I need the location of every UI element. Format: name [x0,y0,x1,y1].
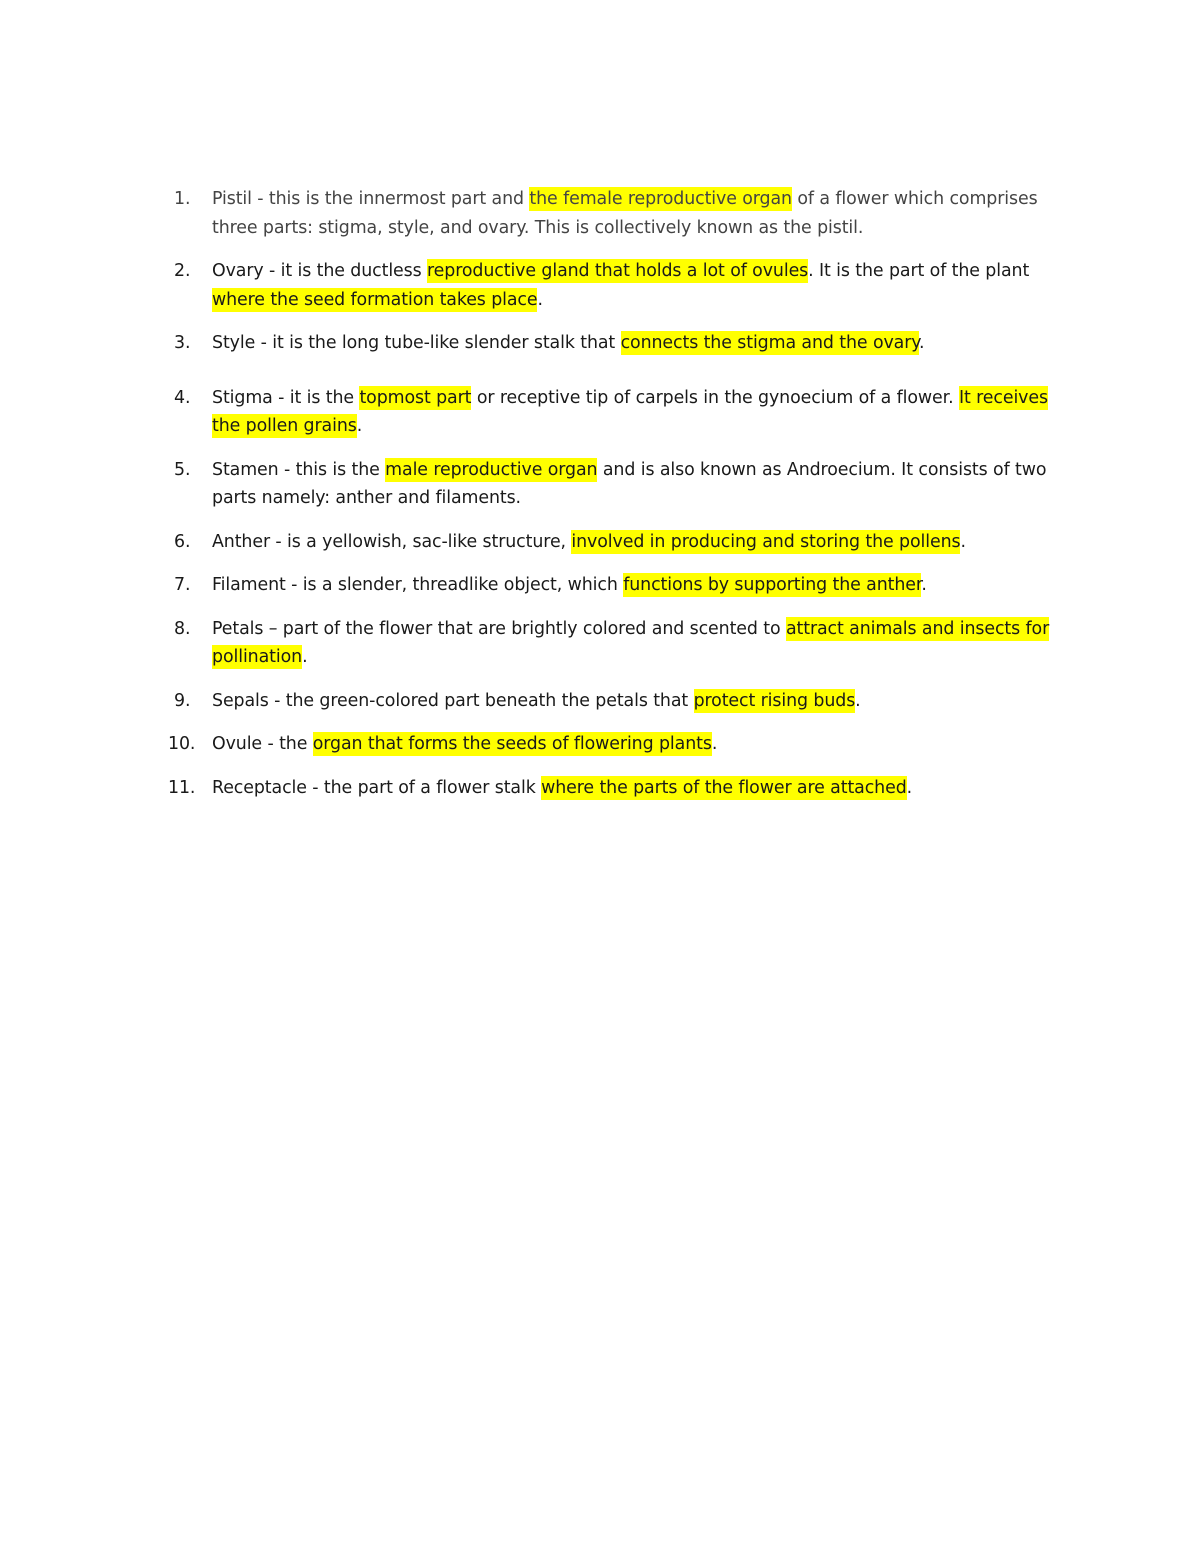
item-text-segment: Petals – part of the flower that are brightly colored and scented to [212,618,786,639]
item-text [212,187,1038,238]
item-number: 2. [174,261,191,281]
item-text-segment: Sepals - the green-colored part beneath the petals that [212,690,694,711]
item-text-segment: Filament - is a slender, threadlike object, which [212,575,624,595]
item-text [212,689,861,713]
item-number: 7. [174,575,191,595]
list-item [170,185,1070,242]
item-text-segment: . [960,531,966,552]
item-text-segment: . It is the part of the plant [808,261,1030,281]
highlighted-text: the female reproductive organ [529,189,792,209]
highlighted-text: reproductive gland that holds a lot of ovules [427,261,809,281]
item-text [212,386,1048,439]
highlighted-text: topmost part [359,387,472,408]
item-text-segment: Ovary - it is the ductless [212,261,427,281]
highlighted-text: It receives the pollen grains [212,387,1048,436]
item-number: 4. [174,387,191,408]
item-number: 8. [174,618,191,639]
highlighted-text: attract animals and insects for pollination [212,618,1050,667]
item-text-segment: . [919,333,925,353]
list-item [170,687,1070,716]
item-number: 10. [168,734,196,754]
flower-parts-list [170,185,1070,817]
item-text [212,530,966,554]
highlighted-text: involved in producing and storing the pollens [571,531,961,552]
highlighted-text: protect rising buds [693,690,856,711]
item-text-segment: Anther - is a yellowish, sac-like structure, [212,531,572,552]
item-text-segment: . [356,416,363,436]
item-number: 5. [174,459,191,480]
item-text-segment: and is also known as Androecium. It consists of two parts namely: anther and filaments. [212,459,1047,508]
item-text-segment: . [855,690,861,711]
highlighted-text: organ that forms the seeds of flowering plants [312,734,712,754]
highlighted-text: where the seed formation takes place [212,289,538,310]
highlighted-text: connects the stigma and the ovary [620,333,919,353]
item-text [212,259,1029,312]
item-text [212,458,1046,509]
item-text-segment: of a flower which comprises three parts: stigma, style, and ovary. This is collectively known as the pistil. [212,189,1038,238]
item-text-segment: Stigma - it is the [212,387,360,408]
list-item [170,329,1070,358]
item-text-segment: or receptive tip of carpels in the gynoecium of a flower. [471,387,959,408]
item-number: 3. [174,333,191,353]
highlighted-text: where the parts of the flower are attached [541,777,907,798]
list-item [170,456,1070,513]
list-item [170,774,1070,803]
item-text-segment: Style - it is the long tube-like slender stalk that [212,333,621,353]
list-item [170,384,1070,441]
item-number: 1. [174,189,191,209]
item-text-segment: . [537,289,543,310]
list-item [170,571,1070,600]
item-number: 11. [168,777,196,798]
item-text [212,776,912,800]
item-number: 6. [174,531,191,552]
item-number: 9. [174,690,191,711]
list-item [170,615,1070,672]
item-text [212,573,927,597]
item-text-segment: Receptacle - the part of a flower stalk [212,777,542,798]
list-item [170,730,1070,759]
list-item [170,528,1070,557]
item-text-segment: Pistil - this is the innermost part and [212,189,530,209]
item-text-segment: Stamen - this is the [212,459,386,480]
item-text-segment: . [921,575,927,595]
item-text-segment: . [302,647,308,667]
item-text-segment: . [711,734,718,754]
item-text [212,732,717,756]
highlighted-text: functions by supporting the anther [623,575,922,595]
item-text [212,617,1049,670]
highlighted-text: male reproductive organ [385,459,598,480]
item-text-segment: Ovule - the [212,734,313,754]
item-text [212,331,924,355]
list-item [170,257,1070,314]
item-text-segment: . [906,777,913,798]
